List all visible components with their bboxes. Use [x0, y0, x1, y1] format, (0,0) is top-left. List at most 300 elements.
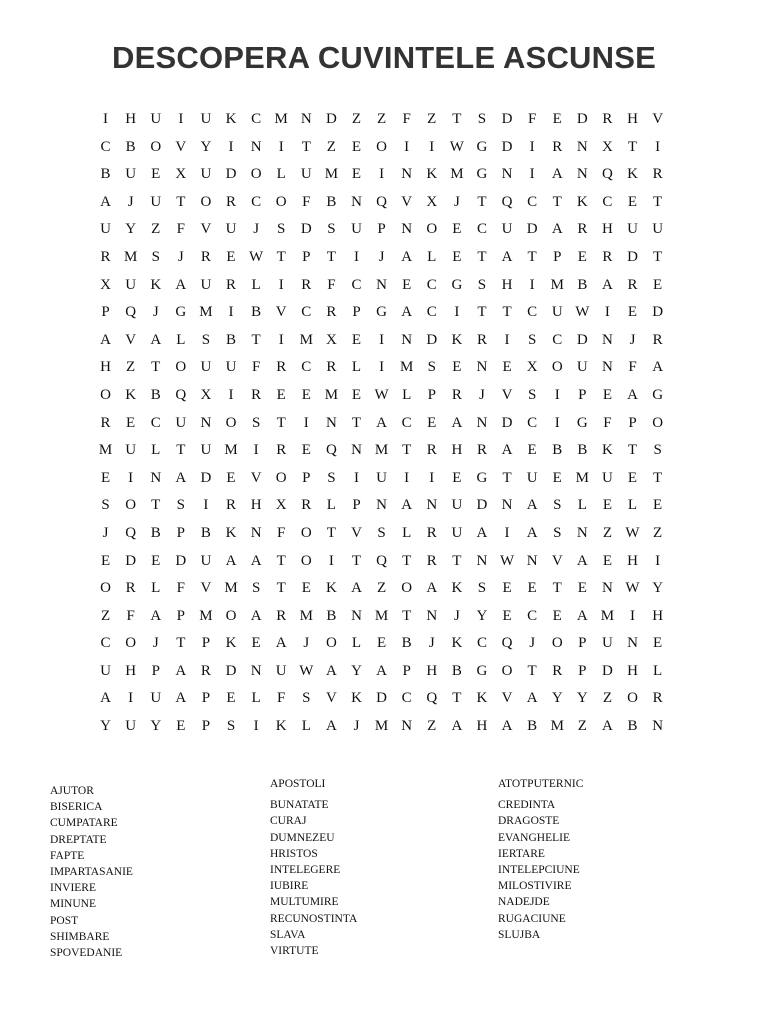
grid-letter[interactable]: Y [652, 580, 664, 597]
grid-letter[interactable]: C [401, 690, 412, 707]
grid-letter[interactable]: U [602, 635, 613, 652]
grid-letter[interactable]: W [374, 386, 389, 403]
grid-letter[interactable]: I [429, 469, 435, 486]
grid-letter[interactable]: A [175, 662, 187, 679]
grid-letter[interactable]: P [176, 607, 185, 624]
grid-letter[interactable]: T [176, 193, 186, 210]
grid-letter[interactable]: I [504, 331, 510, 348]
grid-letter[interactable]: C [426, 304, 437, 321]
grid-letter[interactable]: H [451, 442, 463, 459]
grid-letter[interactable]: G [476, 662, 488, 679]
grid-letter[interactable]: U [275, 662, 287, 679]
grid-letter[interactable]: M [550, 718, 564, 735]
grid-letter[interactable]: P [402, 662, 411, 679]
grid-letter[interactable]: J [479, 386, 485, 403]
grid-letter[interactable]: R [652, 331, 663, 348]
grid-letter[interactable]: X [602, 138, 613, 155]
grid-letter[interactable]: O [551, 359, 563, 376]
grid-letter[interactable]: N [250, 662, 262, 679]
grid-letter[interactable]: P [427, 386, 436, 403]
grid-letter[interactable]: U [150, 193, 162, 210]
grid-letter[interactable]: E [627, 304, 638, 321]
grid-letter[interactable]: E [376, 635, 387, 652]
grid-letter[interactable]: A [225, 552, 237, 569]
grid-letter[interactable]: A [602, 276, 613, 293]
grid-letter[interactable]: F [527, 111, 537, 127]
grid-letter[interactable]: T [351, 552, 362, 569]
grid-letter[interactable]: C [301, 304, 312, 321]
grid-letter[interactable]: F [277, 690, 286, 707]
grid-letter[interactable]: T [552, 193, 562, 210]
grid-letter[interactable]: I [278, 138, 284, 155]
grid-letter[interactable]: L [301, 718, 311, 735]
grid-letter[interactable]: A [426, 580, 438, 597]
grid-letter[interactable]: B [150, 386, 161, 403]
grid-letter[interactable]: K [476, 690, 488, 707]
grid-letter[interactable]: T [527, 662, 537, 679]
grid-letter[interactable]: S [176, 497, 185, 514]
grid-letter[interactable]: U [125, 166, 137, 183]
grid-letter[interactable]: T [326, 524, 336, 541]
grid-letter[interactable]: N [401, 221, 413, 238]
grid-letter[interactable]: U [225, 221, 237, 238]
grid-letter[interactable]: S [226, 718, 236, 735]
grid-letter[interactable]: D [200, 469, 212, 486]
grid-letter[interactable]: E [653, 635, 663, 652]
grid-letter[interactable]: F [176, 580, 185, 597]
grid-letter[interactable]: A [275, 635, 287, 652]
grid-letter[interactable]: B [226, 331, 237, 348]
grid-letter[interactable]: C [527, 304, 538, 321]
grid-letter[interactable]: J [303, 635, 310, 652]
grid-letter[interactable]: O [225, 607, 237, 624]
grid-letter[interactable]: R [276, 442, 287, 459]
grid-letter[interactable]: F [402, 111, 411, 127]
grid-letter[interactable]: E [427, 414, 437, 431]
grid-letter[interactable]: T [176, 635, 186, 652]
grid-letter[interactable]: Z [351, 111, 362, 127]
grid-letter[interactable]: E [351, 386, 362, 403]
grid-letter[interactable]: A [150, 607, 162, 624]
grid-letter[interactable]: D [602, 662, 613, 679]
grid-letter[interactable]: T [276, 248, 286, 265]
grid-letter[interactable]: N [576, 166, 588, 183]
grid-letter[interactable]: I [228, 138, 234, 155]
grid-letter[interactable]: E [502, 580, 512, 597]
grid-letter[interactable]: J [353, 718, 360, 735]
grid-letter[interactable]: D [300, 221, 312, 238]
grid-letter[interactable]: G [376, 304, 387, 321]
grid-letter[interactable]: B [401, 635, 412, 652]
grid-letter[interactable]: U [200, 442, 212, 459]
grid-letter[interactable]: C [251, 193, 262, 210]
grid-letter[interactable]: Q [175, 386, 187, 403]
grid-letter[interactable]: U [200, 552, 212, 569]
grid-letter[interactable]: A [627, 386, 638, 403]
grid-letter[interactable]: I [554, 386, 560, 403]
grid-letter[interactable]: J [378, 248, 385, 265]
grid-letter[interactable]: N [401, 166, 413, 183]
grid-letter[interactable]: P [201, 718, 211, 735]
grid-letter[interactable]: I [529, 138, 535, 155]
grid-letter[interactable]: N [351, 607, 362, 624]
grid-letter[interactable]: Z [427, 111, 437, 127]
grid-letter[interactable]: V [501, 386, 513, 403]
grid-letter[interactable]: D [175, 552, 187, 569]
grid-letter[interactable]: R [552, 662, 563, 679]
grid-letter[interactable]: Z [577, 718, 587, 735]
grid-letter[interactable]: P [578, 635, 587, 652]
grid-letter[interactable]: Y [150, 718, 162, 735]
grid-letter[interactable]: C [527, 193, 538, 210]
grid-letter[interactable]: P [302, 469, 311, 486]
grid-letter[interactable]: I [554, 414, 560, 431]
grid-letter[interactable]: S [201, 331, 211, 348]
grid-letter[interactable]: S [251, 414, 261, 431]
grid-letter[interactable]: I [278, 276, 284, 293]
grid-letter[interactable]: H [627, 552, 638, 569]
grid-letter[interactable]: U [150, 690, 162, 707]
grid-letter[interactable]: N [501, 166, 513, 183]
grid-letter[interactable]: H [426, 662, 438, 679]
grid-letter[interactable]: D [501, 414, 513, 431]
grid-letter[interactable]: J [453, 193, 460, 210]
grid-letter[interactable]: R [226, 193, 237, 210]
grid-letter[interactable]: H [652, 607, 664, 624]
grid-letter[interactable]: A [100, 193, 111, 210]
grid-letter[interactable]: Y [125, 221, 137, 238]
grid-letter[interactable]: J [152, 304, 159, 321]
grid-letter[interactable]: E [552, 111, 562, 127]
grid-letter[interactable]: E [151, 552, 161, 569]
grid-letter[interactable]: Y [351, 662, 362, 679]
grid-letter[interactable]: F [327, 276, 336, 293]
grid-letter[interactable]: N [476, 359, 488, 376]
grid-letter[interactable]: J [127, 193, 134, 210]
grid-letter[interactable]: D [376, 690, 387, 707]
grid-letter[interactable]: Q [376, 552, 387, 569]
grid-letter[interactable]: H [602, 221, 613, 238]
grid-letter[interactable]: N [250, 524, 262, 541]
grid-letter[interactable]: H [627, 111, 638, 127]
grid-letter[interactable]: K [225, 111, 237, 127]
grid-letter[interactable]: X [200, 386, 212, 403]
grid-letter[interactable]: I [379, 331, 385, 348]
grid-letter[interactable]: D [125, 552, 137, 569]
grid-letter[interactable]: N [325, 414, 337, 431]
grid-letter[interactable]: C [100, 635, 111, 652]
grid-letter[interactable]: G [652, 386, 664, 403]
grid-letter[interactable]: K [351, 690, 362, 707]
grid-letter[interactable]: E [151, 166, 161, 183]
grid-letter[interactable]: C [552, 331, 563, 348]
grid-letter[interactable]: T [653, 469, 663, 486]
grid-letter[interactable]: L [326, 497, 336, 514]
grid-letter[interactable]: Z [326, 138, 336, 155]
grid-letter[interactable]: I [203, 497, 209, 514]
grid-letter[interactable]: U [125, 276, 137, 293]
grid-letter[interactable]: E [226, 248, 236, 265]
grid-letter[interactable]: M [400, 359, 414, 376]
grid-letter[interactable]: W [625, 524, 640, 541]
grid-letter[interactable]: T [301, 138, 311, 155]
grid-letter[interactable]: B [326, 607, 337, 624]
grid-letter[interactable]: T [402, 442, 412, 459]
grid-letter[interactable]: F [176, 221, 185, 238]
grid-letter[interactable]: D [627, 248, 638, 265]
grid-letter[interactable]: Z [100, 607, 111, 624]
grid-letter[interactable]: B [451, 662, 462, 679]
grid-letter[interactable]: I [128, 469, 134, 486]
grid-letter[interactable]: Q [125, 304, 137, 321]
grid-letter[interactable]: D [576, 331, 588, 348]
grid-letter[interactable]: T [402, 607, 412, 624]
grid-letter[interactable]: E [452, 359, 462, 376]
grid-letter[interactable]: N [150, 469, 162, 486]
grid-letter[interactable]: L [151, 442, 161, 459]
grid-letter[interactable]: Y [200, 138, 212, 155]
grid-letter[interactable]: K [451, 331, 463, 348]
grid-letter[interactable]: N [627, 635, 638, 652]
grid-letter[interactable]: B [326, 193, 337, 210]
grid-letter[interactable]: C [476, 635, 487, 652]
grid-letter[interactable]: M [299, 331, 313, 348]
grid-letter[interactable]: A [451, 718, 463, 735]
grid-letter[interactable]: E [602, 497, 612, 514]
grid-letter[interactable]: I [454, 304, 460, 321]
grid-letter[interactable]: T [452, 552, 462, 569]
grid-letter[interactable]: I [303, 414, 309, 431]
grid-letter[interactable]: I [529, 276, 535, 293]
grid-letter[interactable]: C [527, 607, 538, 624]
grid-letter[interactable]: N [351, 442, 362, 459]
grid-letter[interactable]: E [602, 386, 612, 403]
grid-letter[interactable]: S [251, 580, 261, 597]
grid-letter[interactable]: E [452, 469, 462, 486]
grid-letter[interactable]: H [476, 718, 488, 735]
grid-letter[interactable]: X [275, 497, 287, 514]
grid-letter[interactable]: M [199, 607, 213, 624]
grid-letter[interactable]: A [250, 607, 262, 624]
grid-letter[interactable]: I [253, 718, 259, 735]
grid-letter[interactable]: E [552, 607, 562, 624]
grid-letter[interactable]: V [551, 552, 563, 569]
grid-letter[interactable]: J [453, 607, 460, 624]
grid-letter[interactable]: T [477, 248, 487, 265]
grid-letter[interactable]: P [377, 221, 386, 238]
grid-letter[interactable]: O [551, 635, 563, 652]
grid-letter[interactable]: A [100, 690, 111, 707]
grid-letter[interactable]: Y [551, 690, 563, 707]
grid-letter[interactable]: N [401, 331, 413, 348]
grid-letter[interactable]: U [351, 221, 362, 238]
grid-letter[interactable]: L [351, 635, 362, 652]
grid-letter[interactable]: U [200, 276, 212, 293]
grid-letter[interactable]: Z [427, 718, 437, 735]
grid-letter[interactable]: A [501, 442, 513, 459]
grid-letter[interactable]: X [526, 359, 538, 376]
grid-letter[interactable]: R [226, 497, 237, 514]
grid-letter[interactable]: A [476, 524, 488, 541]
grid-letter[interactable]: A [526, 497, 538, 514]
grid-letter[interactable]: E [527, 580, 537, 597]
grid-letter[interactable]: P [201, 635, 211, 652]
grid-letter[interactable]: L [276, 166, 286, 183]
grid-letter[interactable]: T [527, 248, 537, 265]
grid-letter[interactable]: D [526, 221, 538, 238]
grid-letter[interactable]: M [299, 607, 313, 624]
grid-letter[interactable]: T [276, 414, 286, 431]
grid-letter[interactable]: E [126, 414, 136, 431]
grid-letter[interactable]: L [351, 359, 362, 376]
grid-letter[interactable]: E [577, 580, 587, 597]
grid-letter[interactable]: U [125, 442, 137, 459]
grid-letter[interactable]: E [100, 469, 111, 486]
grid-letter[interactable]: A [526, 690, 538, 707]
grid-letter[interactable]: R [652, 690, 663, 707]
grid-letter[interactable]: O [627, 690, 638, 707]
grid-letter[interactable]: Z [653, 524, 663, 541]
grid-letter[interactable]: M [274, 111, 288, 127]
grid-letter[interactable]: A [351, 580, 362, 597]
grid-letter[interactable]: D [652, 304, 664, 321]
grid-letter[interactable]: R [426, 442, 437, 459]
grid-letter[interactable]: I [178, 111, 184, 127]
grid-letter[interactable]: U [200, 111, 212, 127]
grid-letter[interactable]: A [451, 414, 463, 431]
grid-letter[interactable]: A [401, 248, 413, 265]
grid-letter[interactable]: A [250, 552, 262, 569]
grid-letter[interactable]: Q [125, 524, 137, 541]
grid-letter[interactable]: Q [501, 635, 513, 652]
grid-letter[interactable]: G [175, 304, 187, 321]
grid-letter[interactable]: O [275, 193, 287, 210]
grid-letter[interactable]: E [176, 718, 186, 735]
grid-letter[interactable]: I [278, 331, 284, 348]
grid-letter[interactable]: I [655, 138, 661, 155]
grid-letter[interactable]: U [376, 469, 387, 486]
grid-letter[interactable]: R [276, 607, 287, 624]
grid-letter[interactable]: R [426, 524, 437, 541]
grid-letter[interactable]: C [301, 359, 312, 376]
grid-letter[interactable]: U [451, 524, 463, 541]
grid-letter[interactable]: U [652, 221, 664, 238]
grid-letter[interactable]: V [652, 111, 664, 127]
grid-letter[interactable]: A [526, 524, 538, 541]
grid-letter[interactable]: U [200, 166, 212, 183]
grid-letter[interactable]: A [325, 718, 337, 735]
grid-letter[interactable]: U [100, 221, 111, 238]
grid-letter[interactable]: O [150, 138, 162, 155]
grid-letter[interactable]: T [402, 552, 412, 569]
grid-letter[interactable]: K [602, 442, 613, 459]
grid-letter[interactable]: R [200, 662, 211, 679]
grid-letter[interactable]: Z [126, 359, 136, 376]
grid-letter[interactable]: A [551, 166, 563, 183]
grid-letter[interactable]: A [401, 304, 413, 321]
grid-letter[interactable]: N [602, 331, 613, 348]
grid-letter[interactable]: E [627, 193, 638, 210]
grid-letter[interactable]: W [449, 138, 464, 155]
grid-letter[interactable]: R [451, 386, 462, 403]
grid-letter[interactable]: I [504, 524, 510, 541]
grid-letter[interactable]: D [501, 138, 513, 155]
grid-letter[interactable]: O [100, 580, 111, 597]
grid-letter[interactable]: Q [325, 442, 337, 459]
grid-letter[interactable]: A [175, 469, 187, 486]
grid-letter[interactable]: E [627, 469, 638, 486]
grid-letter[interactable]: C [100, 138, 111, 155]
grid-letter[interactable]: O [250, 166, 262, 183]
grid-letter[interactable]: X [100, 276, 111, 293]
grid-letter[interactable]: P [352, 497, 361, 514]
grid-letter[interactable]: R [426, 552, 437, 569]
grid-letter[interactable]: U [100, 662, 111, 679]
grid-letter[interactable]: O [175, 359, 187, 376]
grid-letter[interactable]: L [427, 248, 437, 265]
grid-letter[interactable]: U [602, 469, 613, 486]
grid-letter[interactable]: K [576, 193, 588, 210]
grid-letter[interactable]: K [627, 166, 638, 183]
grid-letter[interactable]: R [276, 359, 287, 376]
grid-letter[interactable]: L [151, 580, 161, 597]
grid-letter[interactable]: O [376, 138, 387, 155]
grid-letter[interactable]: W [249, 248, 264, 265]
grid-letter[interactable]: N [426, 607, 438, 624]
grid-letter[interactable]: A [325, 662, 337, 679]
grid-letter[interactable]: B [200, 524, 211, 541]
grid-letter[interactable]: S [553, 497, 562, 514]
grid-letter[interactable]: R [577, 221, 588, 238]
grid-letter[interactable]: E [552, 469, 562, 486]
grid-letter[interactable]: E [502, 607, 512, 624]
grid-letter[interactable]: U [526, 469, 538, 486]
grid-letter[interactable]: J [152, 635, 159, 652]
grid-letter[interactable]: V [175, 138, 187, 155]
grid-letter[interactable]: C [602, 193, 613, 210]
grid-letter[interactable]: U [125, 718, 137, 735]
grid-letter[interactable]: U [501, 221, 513, 238]
grid-letter[interactable]: R [476, 331, 487, 348]
grid-letter[interactable]: I [328, 552, 334, 569]
grid-letter[interactable]: C [150, 414, 161, 431]
grid-letter[interactable]: R [627, 276, 638, 293]
grid-letter[interactable]: N [401, 718, 413, 735]
grid-letter[interactable]: W [499, 552, 515, 569]
grid-letter[interactable]: V [200, 221, 212, 238]
grid-letter[interactable]: E [653, 497, 663, 514]
grid-letter[interactable]: E [351, 138, 362, 155]
grid-letter[interactable]: D [325, 111, 337, 127]
grid-letter[interactable]: Q [376, 193, 387, 210]
grid-letter[interactable]: E [100, 552, 111, 569]
grid-letter[interactable]: B [251, 304, 262, 321]
grid-letter[interactable]: I [404, 469, 410, 486]
grid-letter[interactable]: E [602, 552, 612, 569]
grid-letter[interactable]: V [401, 193, 413, 210]
grid-letter[interactable]: U [150, 111, 162, 127]
grid-letter[interactable]: N [426, 497, 438, 514]
grid-letter[interactable]: Z [602, 524, 612, 541]
grid-letter[interactable]: O [426, 221, 438, 238]
grid-letter[interactable]: S [477, 580, 487, 597]
grid-letter[interactable]: Z [376, 580, 387, 597]
grid-letter[interactable]: N [250, 138, 262, 155]
grid-letter[interactable]: R [100, 248, 111, 265]
grid-letter[interactable]: N [602, 580, 613, 597]
grid-letter[interactable]: L [653, 662, 663, 679]
grid-letter[interactable]: O [225, 414, 237, 431]
